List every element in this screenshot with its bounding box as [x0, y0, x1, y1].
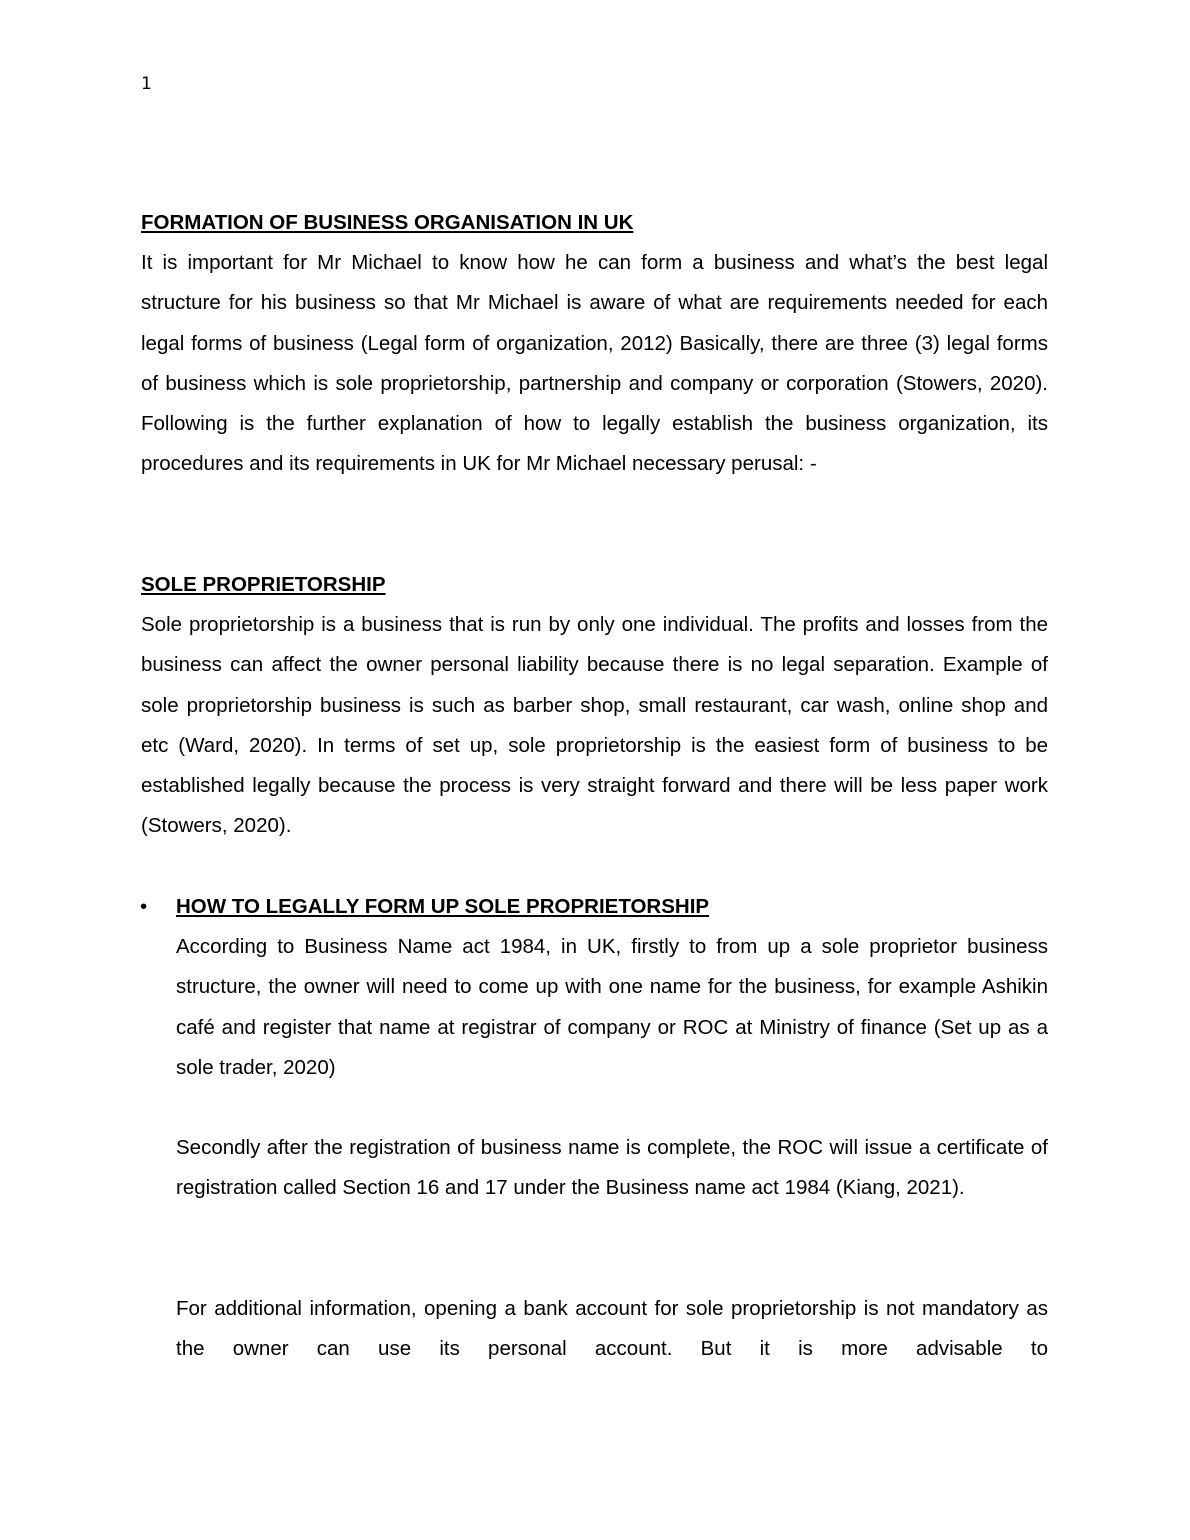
how-to-form-heading: HOW TO LEGALLY FORM UP SOLE PROPRIETORSHIP: [176, 895, 710, 918]
how-to-form-paragraph-1: According to Business Name act 1984, in UK, firstly to from up a sole proprietor business structure, the owner will need to come up with one name for the business, for example Ashikin café and register that name at registrar of company or ROC at Ministry of finance (Set up as a sole trader, 2020): [176, 935, 1048, 1079]
sole-proprietorship-heading: SOLE PROPRIETORSHIP: [141, 573, 386, 596]
formation-heading: FORMATION OF BUSINESS ORGANISATION IN UK: [141, 211, 634, 234]
formation-paragraph: It is important for Mr Michael to know how he can form a business and what’s the best legal structure for his business so that Mr Michael is aware of what are requirements needed for each legal forms of business (Legal form of organization, 2012) Basically, there are three (3) legal forms of business which is sole proprietorship, partnership and company or corporation (Stowers, 2020). Following is the further explanation of how to legally establish the business organization, its procedures and its requirements in UK for Mr Michael necessary perusal: -: [141, 251, 1048, 476]
how-to-form-paragraph-2: Secondly after the registration of business name is complete, the ROC will issue a certificate of registration called Section 16 and 17 under the Business name act 1984 (Kiang, 2021).: [176, 1136, 1048, 1200]
bullet-icon: •: [140, 895, 148, 918]
page-number: 1: [141, 74, 152, 94]
how-to-form-paragraph-3: For additional information, opening a bank account for sole proprietorship is not mandatory as the owner can use its personal account. But it is more advisable to: [176, 1297, 1048, 1361]
sole-proprietorship-paragraph: Sole proprietorship is a business that is run by only one individual. The profits and losses from the business can affect the owner personal liability because there is no legal separation. Example of sole proprietorship business is such as barber shop, small restaurant, car wash, online shop and etc (Ward, 2020). In terms of set up, sole proprietorship is the easiest form of business to be established legally because the process is very straight forward and there will be less paper work (Stowers, 2020).: [141, 613, 1048, 838]
